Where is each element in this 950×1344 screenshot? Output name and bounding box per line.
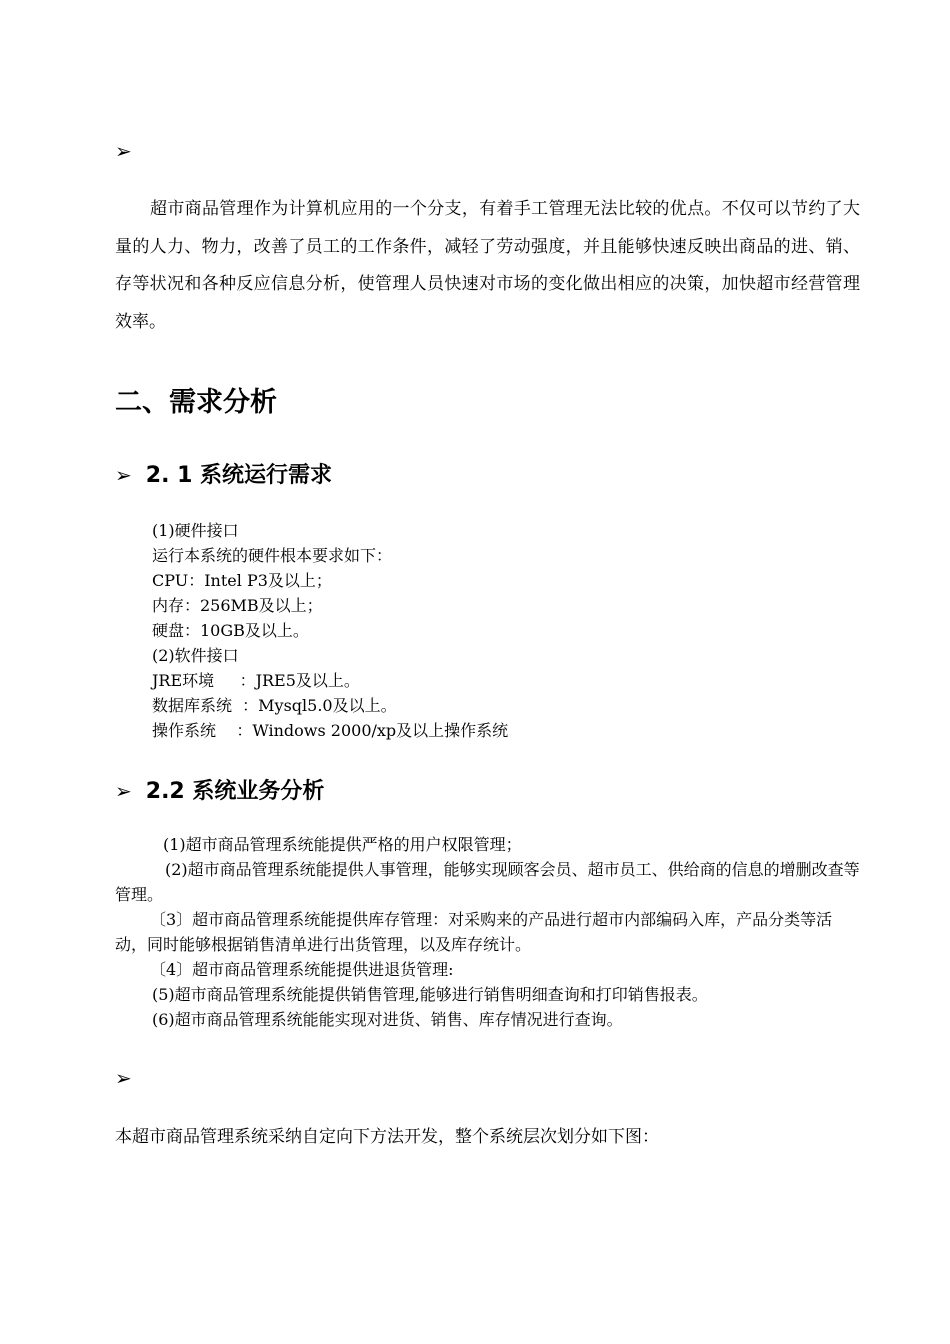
list-item: 〔3〕超市商品管理系统能提供库存管理：对采购来的产品进行超市内部编码入库，产品分类等活动，同时能够根据销售清单进行出货管理，以及库存统计。: [115, 910, 833, 954]
requirement-line: JRE环境 ：JRE5及以上。: [152, 671, 360, 690]
requirement-line: 硬盘：10GB及以上。: [152, 621, 309, 640]
requirement-line: (1)硬件接口: [152, 521, 239, 540]
list-item: (6)超市商品管理系统能能实现对进货、销售、库存情况进行查询。: [152, 1010, 623, 1029]
requirement-line: 数据库系统 ：Mysql5.0及以上。: [152, 696, 397, 715]
requirement-line: 操作系统 ：Windows 2000/xp及以上操作系统: [152, 721, 509, 740]
requirement-line: (2)软件接口: [152, 646, 239, 665]
intro-paragraph: [115, 191, 860, 341]
subsection-title: 2. 1 系统运行需求: [145, 463, 333, 488]
subsection-title: 2.2 系统业务分析: [145, 779, 325, 804]
business-analysis-list: [115, 832, 860, 1032]
bullet-arrow-icon: ➢: [115, 463, 132, 487]
section-heading: 二、需求分析: [115, 387, 277, 418]
requirement-line: 运行本系统的硬件根本要求如下：: [152, 546, 393, 565]
list-item: 〔4〕超市商品管理系统能提供进退货管理:: [150, 960, 454, 979]
bullet-arrow-icon: ➢: [115, 779, 132, 803]
list-item: (2)超市商品管理系统能提供人事管理，能够实现顾客会员、超市员工、供给商的信息的增删改查等管理。: [115, 860, 860, 904]
subsection-heading-2-1: [115, 458, 332, 489]
closing-text: 本超市商品管理系统采纳自定向下方法开发，整个系统层次划分如下图：: [115, 1127, 659, 1147]
bullet-arrow-icon: ➢: [115, 1066, 132, 1090]
requirement-line: 内存：256MB及以上；: [152, 596, 323, 615]
list-item: (1)超市商品管理系统能提供严格的用户权限管理；: [163, 835, 522, 854]
list-item: (5)超市商品管理系统能提供销售管理,能够进行销售明细查询和打印销售报表。: [152, 985, 708, 1004]
subsection-heading-2-2: [115, 774, 324, 805]
intro-text: 超市商品管理作为计算机应用的一个分支，有着手工管理无法比较的优点。不仅可以节约了大量的人力、物力，改善了员工的工作条件，减轻了劳动强度，并且能够快速反映出商品的进、销、存等状况和各种反应信息分析，使管理人员快速对市场的变化做出相应的决策，加快超市经营管理效率。: [115, 199, 860, 332]
requirement-line: CPU：Intel P3及以上；: [152, 571, 332, 590]
bullet-arrow-icon: ➢: [115, 139, 132, 163]
